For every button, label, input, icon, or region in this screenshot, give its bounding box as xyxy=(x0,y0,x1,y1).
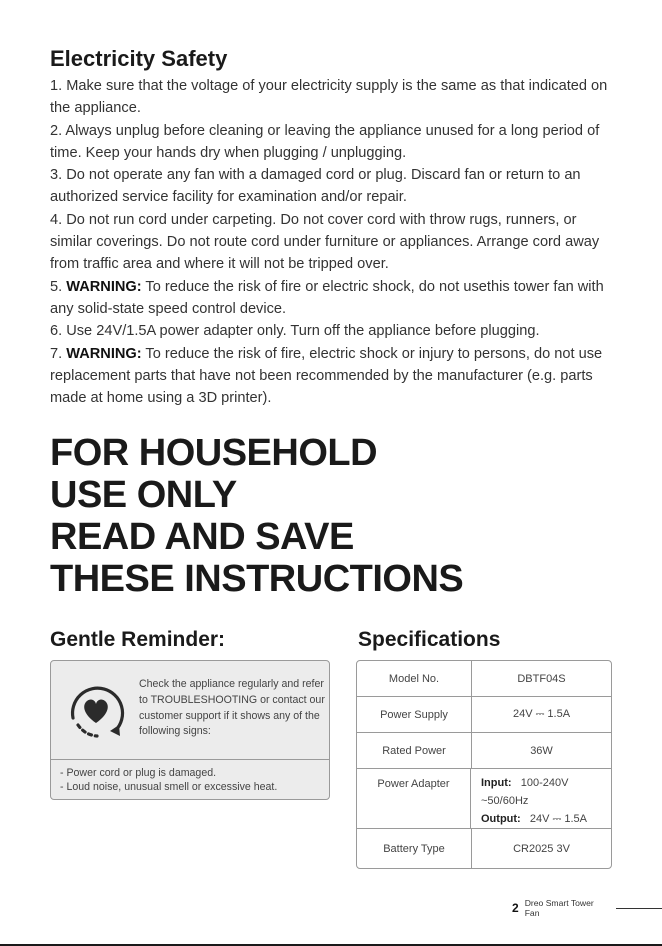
spec-row-model xyxy=(357,661,611,696)
safety-item-7: 7. WARNING: To reduce the risk of fire, electric shock or injury to persons, do not use replacement parts that have not been recommended by the manufacturer (e.g. parts made at home using a 3D printer). xyxy=(50,345,603,407)
specifications-table xyxy=(356,660,612,869)
reminder-top xyxy=(51,661,329,760)
safety-item-3: 3. Do not operate any fan with a damaged cord or plug. Discard fan or return to an authorized service facility for examination and/or repair. xyxy=(50,167,581,206)
heart-cycle-icon xyxy=(61,675,131,745)
spec-label: Model No. xyxy=(357,661,472,696)
safety-item-6: 6. Use 24V/1.5A power adapter only. Turn off the appliance before plugging. xyxy=(50,323,540,340)
spec-value: CR2025 3V xyxy=(513,842,570,855)
safety-item-2: 2. Always unplug before cleaning or leaving the appliance unused for a long period of time. Keep your hands dry when plugging / unplugging. xyxy=(50,122,600,161)
specifications-heading: Specifications xyxy=(358,628,501,651)
electricity-safety-heading: Electricity Safety xyxy=(50,46,228,71)
spec-value: DBTF04S xyxy=(517,672,566,685)
warning-label: WARNING: xyxy=(66,278,142,295)
spec-label: Power Adapter xyxy=(357,769,471,828)
spec-value: 24V ⎓ 1.5A xyxy=(512,708,571,720)
page-footer xyxy=(512,898,662,918)
spec-row-battery xyxy=(357,828,611,868)
reminder-signs-list xyxy=(60,767,277,794)
safety-item-1: 1. Make sure that the voltage of your electricity supply is the same as that indicated on the appliance. xyxy=(50,78,608,117)
page-number: 2 xyxy=(512,901,519,915)
notice-line: READ AND SAVE xyxy=(50,516,354,558)
footer-title: Dreo Smart Tower Fan xyxy=(524,898,594,918)
electricity-safety-list xyxy=(50,75,620,409)
safety-item-4: 4. Do not run cord under carpeting. Do not cover cord with throw rugs, runners, or similar coverings. Do not route cord under furniture or appliances. Arrange cord away from traffic area and where it will not be tripped over. xyxy=(50,211,600,273)
notice-line: FOR HOUSEHOLD xyxy=(50,432,378,474)
notice-line: USE ONLY xyxy=(50,474,237,516)
gentle-reminder-box xyxy=(50,660,330,800)
reminder-text: Check the appliance regularly and refer to TROUBLESHOOTING or contact our customer support if it shows any of the following signs: xyxy=(139,678,325,738)
footer-rule xyxy=(616,908,662,909)
reminder-sign: - Loud noise, unusual smell or excessive heat. xyxy=(60,780,278,793)
notice-line: THESE INSTRUCTIONS xyxy=(50,558,464,600)
reminder-sign: - Power cord or plug is damaged. xyxy=(60,767,217,779)
spec-label: Rated Power xyxy=(357,733,472,768)
spec-row-rated-power xyxy=(357,732,611,768)
safety-item-5: 5. WARNING: To reduce the risk of fire or electric shock, do not usethis tower fan with any solid-state speed control device. xyxy=(50,278,604,317)
spec-label: Power Supply xyxy=(357,697,472,732)
spec-value-adapter: Input: 100-240V ~50/60Hz Output: 24V ⎓ 1.5A xyxy=(481,777,587,825)
warning-label: WARNING: xyxy=(66,345,142,362)
spec-value: 36W xyxy=(530,744,553,757)
gentle-reminder-heading: Gentle Reminder: xyxy=(50,628,226,651)
spec-row-power-adapter xyxy=(357,768,611,828)
spec-label: Battery Type xyxy=(357,829,472,868)
household-notice xyxy=(50,432,463,600)
spec-row-power-supply xyxy=(357,696,611,732)
